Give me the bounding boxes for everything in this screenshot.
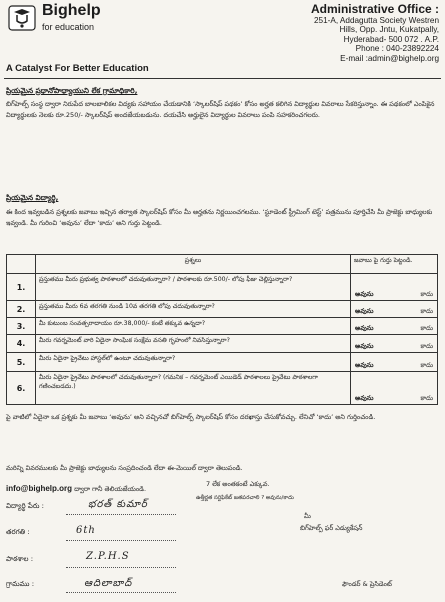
questions-table (6, 254, 438, 405)
signature-org: బిగ్‌హెల్ప్ ఫర్ ఎడ్యుకేషన్ (300, 524, 363, 532)
student-name-line (66, 514, 176, 515)
question-text: మీరు ఏదైనా ప్రైవేటు పాఠశాలలో చదువుతున్నారా? (గమనిక – గవర్నమెంట్ ఎయిడెడ్ పాఠశాలలు ప్రైవేటు పాఠశాలగా గణించబడదు.) (36, 372, 351, 405)
brand-name: Bighelp (42, 2, 101, 19)
village-line (66, 592, 176, 593)
tagline: A Catalyst For Better Education (6, 63, 149, 74)
email-address[interactable]: info@bighelp.org (6, 484, 73, 493)
side-note-2: ఉత్తీర్ణత సర్టిఫికేట్ జతపరచాలి ? అవును/కాదు (196, 495, 294, 501)
table-row (7, 274, 438, 301)
yes-option[interactable]: అవును (355, 394, 374, 402)
email-suffix: ద్వారా గానీ తెలియజేయండి. (74, 485, 147, 493)
yes-option[interactable]: అవును (355, 324, 374, 332)
table-row (7, 318, 438, 335)
answer-cell[interactable] (351, 335, 438, 353)
class-value[interactable]: 6th (76, 525, 96, 536)
table-header-row (7, 255, 438, 274)
row-number: 6. (7, 372, 36, 405)
no-option[interactable]: కాదు (420, 361, 433, 369)
question-text: ప్రస్తుతము మీరు ప్రభుత్వ పాఠశాలలో చదువుతున్నారా? / పాఠశాలకు రూ.500/- లోపు ఫీజు చెల్లిస్తున్నారా? (36, 274, 351, 301)
school-label: పాఠశాల : (6, 555, 34, 563)
no-option[interactable]: కాదు (420, 394, 433, 402)
yes-option[interactable]: అవును (355, 307, 374, 315)
contact-note: మరిన్ని వివరములకు మీ ప్రాజెక్టు బాధ్యులను సంప్రదించండి లేదా ఈ-మెయిల్ ద్వారా తెలుపండి. (6, 464, 243, 472)
office-line: Hills, Opp. Jntu, Kukatpally, (339, 25, 439, 35)
answer-cell[interactable] (351, 301, 438, 318)
row-number: 2. (7, 301, 36, 318)
yes-option[interactable]: అవును (355, 361, 374, 369)
brand-subtitle: for education (42, 22, 95, 32)
question-text: ప్రస్తుతము మీరు 6వ తరగతి నుండి 10వ తరగతి లోపు చదువుతున్నారా? (36, 301, 351, 318)
bighelp-logo (8, 4, 38, 32)
table-row (7, 353, 438, 372)
village-label: గ్రామము : (6, 580, 35, 588)
greeting-heading: ప్రియమైన ప్రధానోపాధ్యాయుని లేక గ్రామాధికారి, (6, 86, 138, 95)
answer-cell[interactable] (351, 318, 438, 335)
side-note: 7 లేక అంతకంటే ఎక్కువ. (206, 480, 270, 488)
no-option[interactable]: కాదు (420, 324, 433, 332)
office-line: Hyderabad- 500 072 . A.P. (343, 34, 439, 44)
office-line: 251-A, Addagutta Society Westren (313, 16, 439, 25)
header-divider (4, 78, 441, 79)
row-number: 3. (7, 318, 36, 335)
office-phone: Phone : 040-23892224 (355, 44, 439, 54)
table-row (7, 301, 438, 318)
answer-cell[interactable] (351, 353, 438, 372)
no-option[interactable]: కాదు (420, 307, 433, 315)
no-option[interactable]: కాదు (420, 342, 433, 350)
office-address (219, 2, 439, 63)
office-email: E-mail :admin@bighelp.org (340, 53, 439, 63)
contact-email (6, 484, 146, 495)
header-blank (7, 255, 36, 274)
student-name-value[interactable]: భరత్ కుమార్ (88, 499, 148, 510)
no-option[interactable]: కాదు (420, 290, 433, 298)
header-questions: ప్రశ్నలు (36, 255, 351, 274)
class-label: తరగతి : (6, 528, 30, 536)
question-text: మీ కుటుంబ సంవత్సరాదాయం రూ.38,000/- కంటే తక్కువ ఉన్నదా? (36, 318, 351, 335)
row-number: 5. (7, 353, 36, 372)
school-line (66, 567, 176, 568)
class-line (66, 540, 176, 541)
intro-paragraph: బిగ్‌హెల్ప్ సంస్థ ద్వారా నిరుపేద బాలబాలికల విద్యకు సహాయం చేయడానికి ‘స్కాలర్‌షిప్ పథకం’ కోసం అర్హత కలిగిన విద్యార్థుల వివరాలు సేకరిస్తున్నాం. ఈ పథకంలో ఎంపికైన విద్యార్థులకు నెలకు రూ.250/- స్కాలర్‌షిప్ అందజేయబడును. దయచేసి అర్హులైన విద్యార్థుల వివరాలు పంపి సహకరించగలరు. (6, 100, 435, 119)
table-row (7, 335, 438, 353)
row-number: 4. (7, 335, 36, 353)
village-value[interactable]: ఆదిలాబాద్ (84, 578, 133, 589)
student-name-label: విద్యార్థి పేరు : (6, 502, 44, 510)
answer-cell[interactable] (351, 372, 438, 405)
signature-title: ఫౌండర్ & ప్రెసిడెంట్ (342, 580, 392, 588)
yes-option[interactable]: అవును (355, 342, 374, 350)
answer-cell[interactable] (351, 274, 438, 301)
question-text: మీరు ఏదైనా ప్రైవేటు హాస్టల్‌లో ఉంటూ చదువుతున్నారా? (36, 353, 351, 372)
eligibility-note: పై వాటిలో ఏదైనా ఒక ప్రశ్నకు మీ జవాబు ‘అవును’ అని వచ్చినచో బిగ్‌హెల్ప్ స్కాలర్‌షిప్ కోసం దరఖాస్తు చేసుకోవచ్చు. లేనిచో ‘కాదు’ అని గుర్తించండి. (6, 413, 376, 421)
header-answer: జవాబు పై గుర్తు పెట్టండి. (351, 255, 438, 274)
table-row (7, 372, 438, 405)
instructions-paragraph: ఈ కింద ఇవ్వబడిన ప్రశ్నలకు జవాబు ఇచ్చిన తర్వాత స్కాలర్‌షిప్ కోసం మీ అర్హతను నిర్ణయించగలము. ‘స్టూడెంట్ స్ట్రీమింగ్ టెస్ట్’ పత్రమును పూర్తిచేసి మీ ప్రాజెక్టు బాధ్యులకు ఇవ్వండి. మీ గురించి ‘అవును’ లేదా ‘కాదు’ అని గుర్తు పెట్టండి. (6, 208, 433, 227)
row-number: 1. (7, 274, 36, 301)
signature-greeting: మీ (304, 512, 311, 520)
student-greeting: ప్రియమైన విద్యార్థి, (6, 193, 59, 202)
office-title: Administrative Office : (310, 2, 439, 16)
question-text: మీరు గవర్నమెంట్ వారి ఏదైనా సాంఘిక సంక్షేమ వసతి గృహంలో నివసిస్తున్నారా? (36, 335, 351, 353)
yes-option[interactable]: అవును (355, 290, 374, 298)
school-value[interactable]: Z.P.H.S (86, 551, 130, 562)
